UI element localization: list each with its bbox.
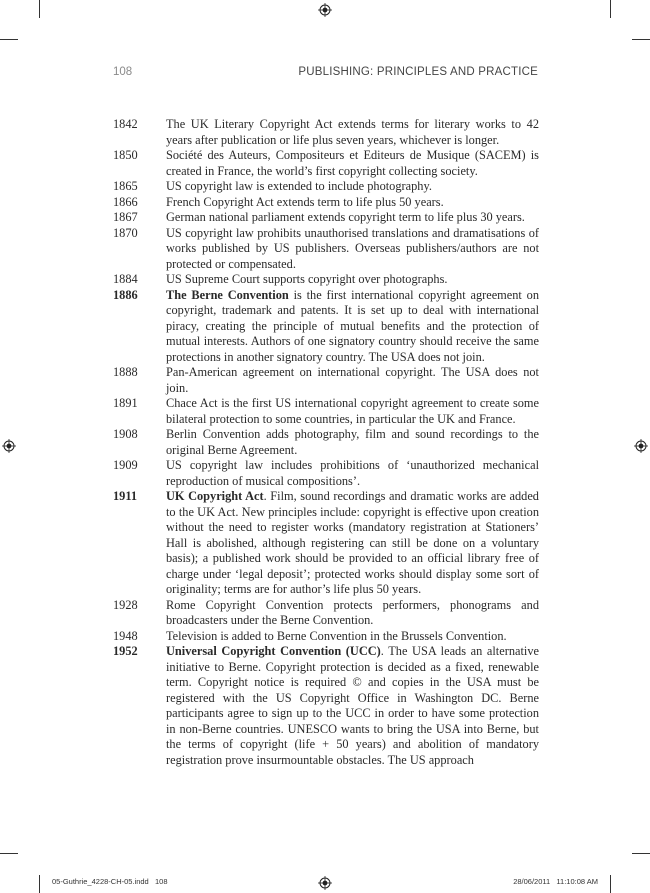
timeline-entry (113, 195, 539, 211)
timeline-entry (113, 365, 539, 396)
crop-mark (39, 0, 40, 18)
timeline-entry (113, 598, 539, 629)
timeline-entry (113, 288, 539, 366)
timeline-entry (113, 644, 539, 768)
crop-mark (632, 39, 650, 40)
entry-body: Berlin Convention adds photography, film and sound recordings to the original Berne Agreement. (166, 427, 539, 457)
entry-body: US copyright law prohibits unauthorised translations and dramatisations of works published by US publishers. Overseas publishers/authors are not protected or compensated. (166, 225, 539, 271)
entry-body: US copyright law includes prohibitions of ‘unauthorized mechanical reproduction of musical compositions’. (166, 458, 539, 488)
timeline-entry (113, 396, 539, 427)
entry-text (166, 427, 539, 458)
registration-mark-icon (2, 439, 16, 453)
entry-year: 1948 (113, 628, 138, 643)
timeline-entry (113, 117, 539, 148)
print-slug (52, 877, 598, 889)
entry-body: The UK Literary Copyright Act extends terms for literary works to 42 years after publication or life plus seven years, whichever is longer. (166, 117, 539, 147)
crop-mark (610, 0, 611, 18)
entry-year: 1842 (113, 117, 138, 131)
entry-year: 1952 (113, 644, 138, 658)
entry-text (166, 117, 539, 148)
timeline-entry (113, 148, 539, 179)
timeline-entry (113, 272, 539, 288)
slug-filename: 05-Guthrie_4228-CH-05.indd 108 (52, 877, 168, 886)
entry-body: . The USA leads an alternative initiative to Berne. Copyright protection is decided as a fixed, renewable term. Copyright notice is required © and copies in the USA must be registered with the US Copyright Office in Washington DC. Berne participants agree to sign up to the UCC in order to have some protection in non-Berne countries. UNESCO wants to bring the USA into Berne, but the terms of copyright (life + 50 years) and abolition of mandatory registration prove insurmountable obstacles. The US approach (166, 644, 539, 767)
entry-year: 1886 (113, 287, 138, 302)
entry-year: 1908 (113, 427, 138, 441)
timeline-entry (113, 210, 539, 226)
timeline-entry (113, 489, 539, 598)
registration-mark-icon (634, 439, 648, 453)
entry-body: Pan-American agreement on international copyright. The USA does not join. (166, 365, 539, 395)
entry-body: Television is added to Berne Convention in the Brussels Convention. (166, 628, 507, 643)
entry-body: Chace Act is the first US international copyright agreement to create some bilateral protection to some countries, in particular the UK and France. (166, 396, 539, 426)
entry-text (166, 489, 539, 598)
entry-year: 1928 (113, 597, 138, 612)
entry-year: 1891 (113, 396, 138, 410)
entry-text (166, 195, 539, 211)
timeline-entry (113, 629, 539, 645)
entry-text (166, 148, 539, 179)
entry-year: 1865 (113, 179, 138, 193)
timeline-entry (113, 179, 539, 195)
entry-lead: UK Copyright Act (166, 489, 264, 503)
entry-text (166, 226, 539, 273)
entry-text (166, 365, 539, 396)
entry-text (166, 644, 539, 768)
entry-text (166, 288, 539, 366)
entry-year: 1884 (113, 272, 138, 286)
timeline-entry (113, 458, 539, 489)
running-title: PUBLISHING: PRINCIPLES AND PRACTICE (298, 66, 538, 78)
entry-body: Rome Copyright Convention protects performers, phonograms and broadcasters under the Berne Convention. (166, 597, 539, 627)
crop-mark (0, 39, 18, 40)
entry-lead: The Berne Convention (166, 287, 289, 302)
page-number: 108 (113, 66, 133, 78)
crop-mark (0, 853, 18, 854)
timeline-entry (113, 427, 539, 458)
entry-text (166, 396, 539, 427)
entry-text (166, 272, 539, 288)
entry-body: Société des Auteurs, Compositeurs et Editeurs de Musique (SACEM) is created in France, the world’s first copyright collecting society. (166, 148, 539, 178)
entry-body: French Copyright Act extends term to life plus 50 years. (166, 194, 444, 209)
entry-year: 1867 (113, 210, 138, 224)
timeline-entry (113, 226, 539, 273)
entry-text (166, 629, 539, 645)
registration-mark-icon (318, 3, 332, 17)
copyright-timeline (113, 117, 539, 768)
entry-year: 1866 (113, 194, 138, 209)
entry-text (166, 179, 539, 195)
entry-year: 1870 (113, 225, 138, 240)
crop-mark (610, 875, 611, 893)
entry-body: German national parliament extends copyright term to life plus 30 years. (166, 210, 525, 224)
entry-lead: Universal Copyright Convention (UCC) (166, 644, 381, 658)
entry-year: 1888 (113, 365, 138, 379)
entry-text (166, 598, 539, 629)
entry-year: 1911 (113, 489, 138, 503)
entry-body: is the first international copyright agreement on copyright, trademark and patents. It is set up to deal with international piracy, creating the principle of mutual benefits and the protection of mutual interests. Authors of one signatory country should receive the same protections in another signatory country. The USA does not join. (166, 287, 540, 364)
entry-body: US Supreme Court supports copyright over photographs. (166, 272, 448, 286)
entry-year: 1850 (113, 148, 138, 162)
entry-text (166, 210, 539, 226)
slug-datetime: 28/06/2011 11:10:08 AM (513, 877, 598, 886)
entry-body: US copyright law is extended to include photography. (166, 179, 432, 193)
entry-text (166, 458, 539, 489)
crop-mark (632, 853, 650, 854)
crop-mark (39, 875, 40, 893)
entry-body: . Film, sound recordings and dramatic works are added to the UK Act. New principles include: copyright is effective upon creation without the need to register works (mandatory registration at Stationers’ Hall is abolished, although registering can still be done on a voluntary basis); a published work should be provided to an official library free of charge under ‘legal deposit’; protected works should display some sort of originality; terms are for author’s life plus 50 years. (166, 489, 539, 596)
entry-year: 1909 (113, 458, 138, 472)
running-head (113, 66, 538, 82)
